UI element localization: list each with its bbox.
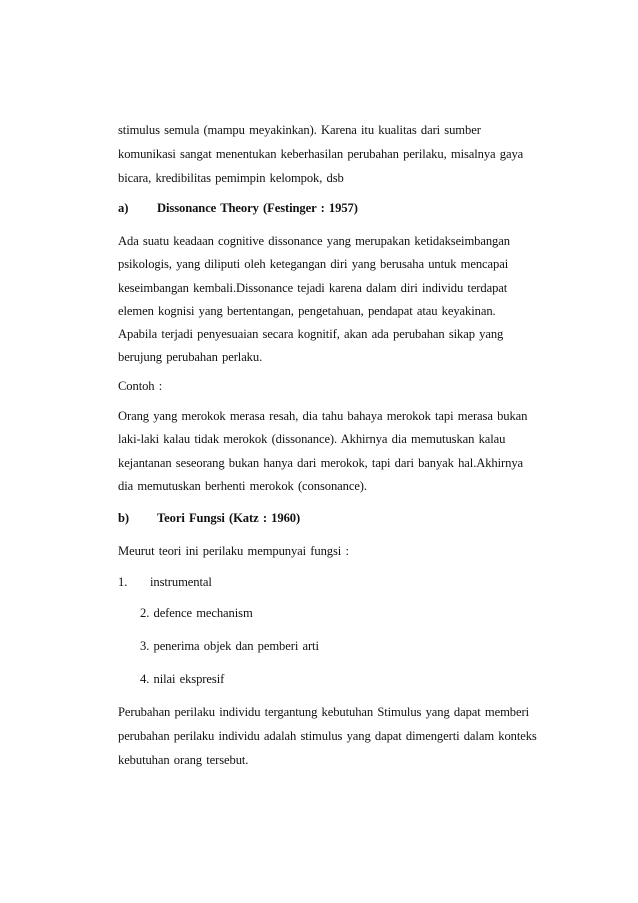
- section-title: Teori Fungsi (Katz : 1960): [157, 511, 301, 525]
- paragraph-line: bicara, kredibilitas pemimpin kelompok, dsb: [118, 171, 344, 185]
- list-item: 4. nilai ekspresif: [140, 672, 225, 686]
- list-item: 2. defence mechanism: [140, 606, 253, 620]
- example-label: Contoh :: [118, 379, 163, 393]
- section-heading-a: [118, 200, 358, 216]
- paragraph-line: kebutuhan orang tersebut.: [118, 753, 249, 767]
- paragraph-line: berujung perubahan perlaku.: [118, 350, 263, 364]
- paragraph-line: elemen kognisi yang bertentangan, pengetahuan, pendapat atau keyakinan.: [118, 304, 496, 318]
- section-label: b): [118, 511, 129, 525]
- paragraph-line: laki-laki kalau tidak merokok (dissonance). Akhirnya dia memutuskan kalau: [118, 432, 506, 446]
- section-label: a): [118, 201, 129, 215]
- paragraph-line: Ada suatu keadaan cognitive dissonance yang merupakan ketidakseimbangan: [118, 234, 510, 248]
- paragraph-line: dia memutuskan berhenti merokok (consonance).: [118, 479, 367, 493]
- paragraph-line: keseimbangan kembali.Dissonance tejadi karena dalam diri individu terdapat: [118, 281, 508, 295]
- list-text: instrumental: [150, 575, 212, 589]
- paragraph-line: Meurut teori ini perilaku mempunyai fungsi :: [118, 544, 349, 558]
- paragraph-line: kejantanan seseorang bukan hanya dari merokok, tapi dari banyak hal.Akhirnya: [118, 456, 524, 470]
- paragraph-line: psikologis, yang diliputi oleh ketegangan diri yang berusaha untuk mencapai: [118, 257, 509, 271]
- list-item: 3. penerima objek dan pemberi arti: [140, 639, 319, 653]
- paragraph-line: komunikasi sangat menentukan keberhasilan perubahan perilaku, misalnya gaya: [118, 147, 524, 161]
- list-number: 1.: [118, 575, 128, 589]
- section-title: Dissonance Theory (Festinger : 1957): [157, 201, 358, 215]
- list-item: [118, 574, 212, 590]
- paragraph-line: Apabila terjadi penyesuaian secara kognitif, akan ada perubahan sikap yang: [118, 327, 504, 341]
- paragraph-line: perubahan perilaku individu adalah stimulus yang dapat dimengerti dalam konteks: [118, 729, 537, 743]
- paragraph-line: Orang yang merokok merasa resah, dia tahu bahaya merokok tapi merasa bukan: [118, 409, 528, 423]
- paragraph-line: stimulus semula (mampu meyakinkan). Karena itu kualitas dari sumber: [118, 123, 481, 137]
- section-heading-b: [118, 510, 300, 526]
- paragraph-line: Perubahan perilaku individu tergantung kebutuhan Stimulus yang dapat memberi: [118, 705, 529, 719]
